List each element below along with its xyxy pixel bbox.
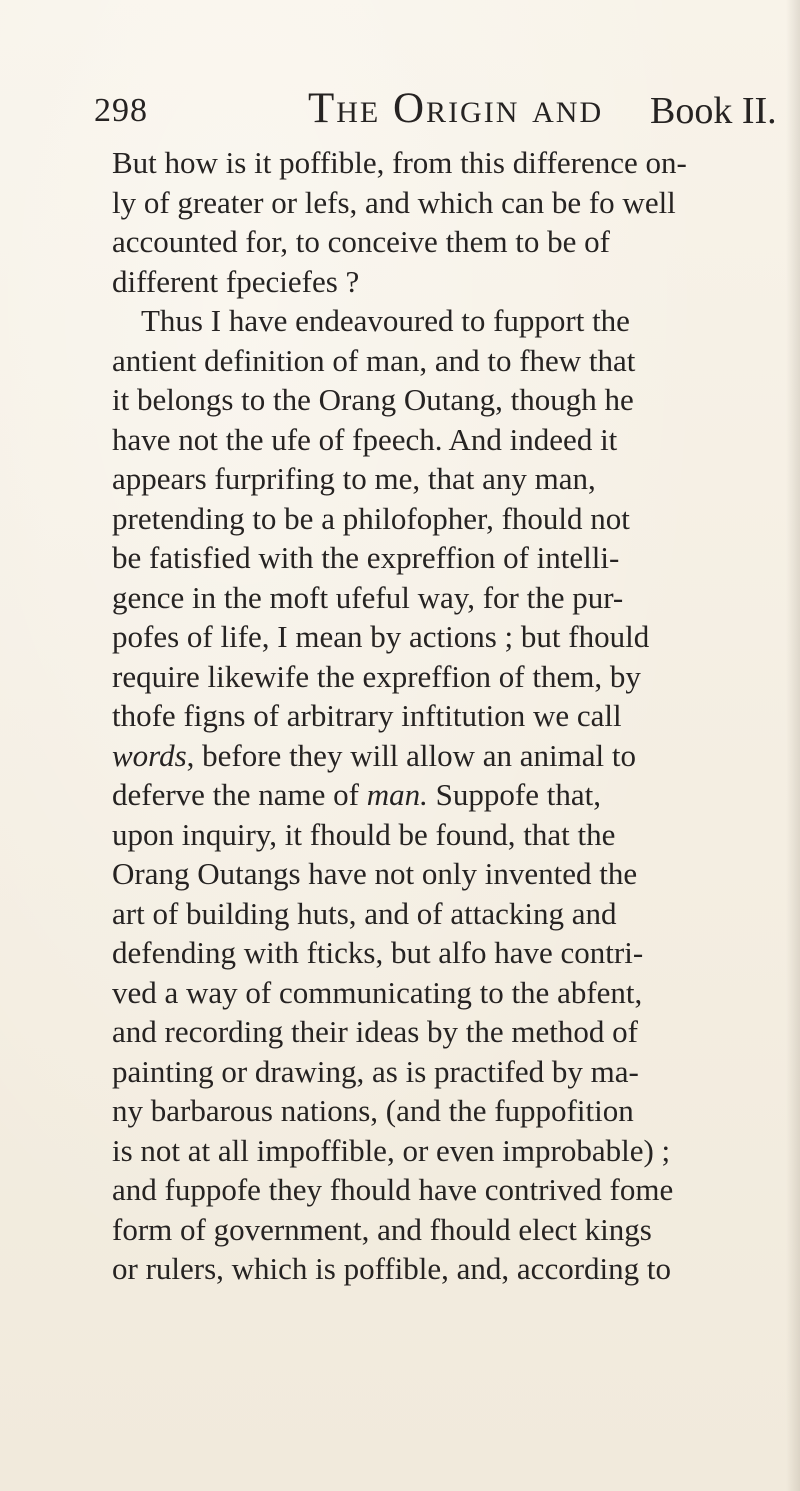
- text-line-20: art of building huts, and of attacking and: [112, 895, 617, 931]
- text-line-27: and fuppofe they fhould have contrived fome: [112, 1172, 674, 1207]
- text-line-26: is not at all impoffible, or even improbable) ;: [112, 1132, 671, 1168]
- line-remainder: Suppofe that,: [427, 777, 601, 812]
- text-line-16: [112, 736, 792, 776]
- text-line-9: appears furprifing to me, that any man,: [112, 461, 596, 496]
- body-text: [112, 143, 792, 1289]
- text-line-24: painting or drawing, as is practifed by ma-: [112, 1053, 639, 1089]
- text-line-5: Thus I have endeavoured to fupport the: [141, 303, 630, 338]
- text-line-21: defending with fticks, but alfo have contri-: [112, 935, 644, 970]
- text-line-4: different fpeciefes ?: [112, 263, 360, 299]
- book-label: Book II.: [650, 90, 777, 132]
- text-line-6: antient definition of man, and to fhew that: [112, 342, 636, 378]
- text-line-29: or rulers, which is poffible, and, according to: [112, 1251, 671, 1286]
- text-line-11: be fatisfied with the expreffion of intelli-: [112, 540, 620, 575]
- text-line-8: have not the ufe of fpeech. And indeed it: [112, 421, 618, 457]
- text-line-13: pofes of life, I mean by actions ; but fhould: [112, 619, 650, 654]
- text-line-17: [112, 775, 792, 815]
- text-line-12: gence in the moft ufeful way, for the pur-: [112, 579, 624, 615]
- text-line-10: pretending to be a philofopher, fhould not: [112, 500, 630, 536]
- text-line-7: it belongs to the Orang Outang, though he: [112, 382, 634, 417]
- page-number: 298: [94, 92, 148, 129]
- text-line-1: But how is it poffible, from this difference on-: [112, 145, 687, 180]
- italic-word: words: [112, 737, 187, 773]
- running-head: [94, 84, 794, 140]
- text-line-2: ly of greater or lefs, and which can be fo well: [112, 184, 676, 220]
- text-line-22: ved a way of communicating to the abfent,: [112, 974, 643, 1010]
- text-line-19: Orang Outangs have not only invented the: [112, 856, 638, 891]
- text-line-3: accounted for, to conceive them to be of: [112, 224, 610, 259]
- italic-word: man.: [366, 777, 428, 812]
- text-line-14: require likewife the expreffion of them, by: [112, 658, 641, 694]
- text-line-25: ny barbarous nations, (and the fuppofition: [112, 1093, 634, 1128]
- line-remainder: , before they will allow an animal to: [186, 737, 637, 773]
- text-line-28: form of government, and fhould elect kings: [112, 1211, 652, 1247]
- text-line-18: upon inquiry, it fhould be found, that the: [112, 816, 616, 852]
- text-line-23: and recording their ideas by the method of: [112, 1014, 638, 1049]
- line-prefix: deferve the name of: [112, 777, 367, 812]
- text-line-15: thofe figns of arbitrary inftitution we call: [112, 698, 622, 733]
- running-title: The Origin and: [308, 85, 604, 132]
